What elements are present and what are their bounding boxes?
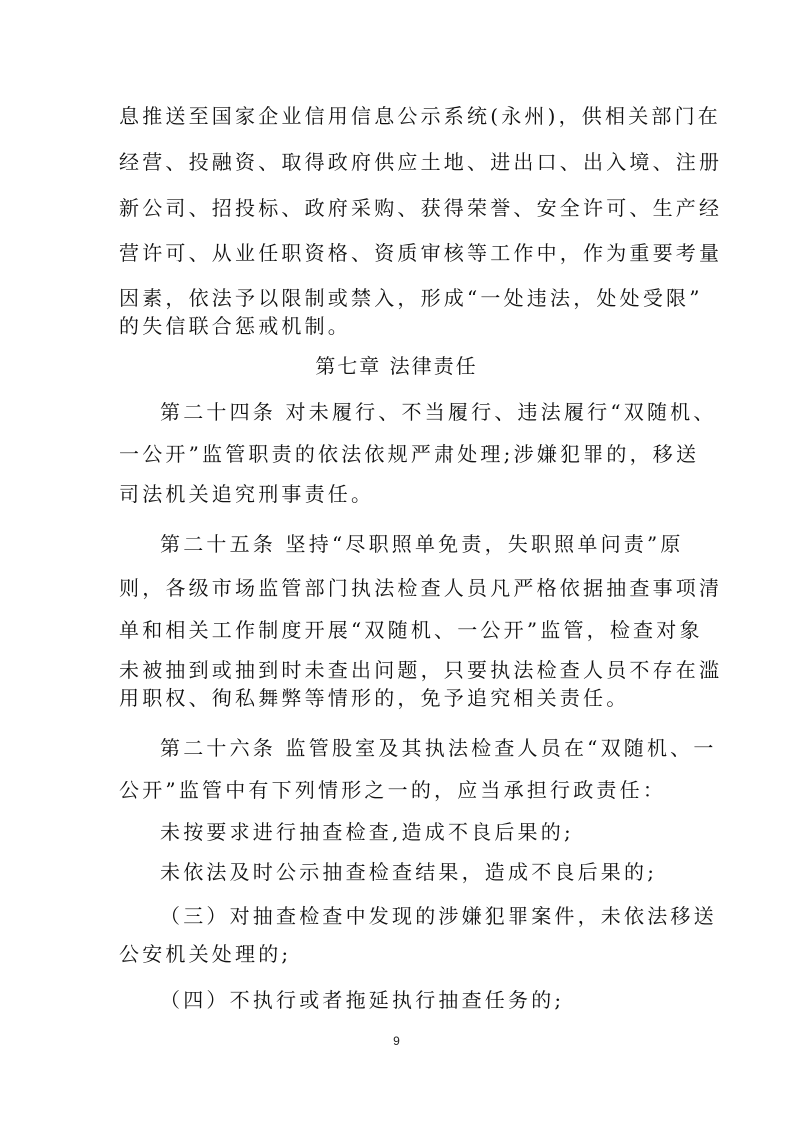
article-25-line: 第二十五条 坚持“尽职照单免责，失职照单问责”原 <box>160 532 684 556</box>
article-24-line: 第二十四条 对未履行、不当履行、违法履行“双随机、 <box>160 400 717 424</box>
article-25-line: 则，各级市场监管部门执法检查人员凡严格依据抽查事项清 <box>119 576 723 600</box>
article-26-line: 公开”监管中有下列情形之一的，应当承担行政责任： <box>119 778 667 802</box>
paragraph-line: 因素，依法予以限制或禁入，形成“一处违法，处处受限” <box>119 286 703 310</box>
article-26-item-1: 未按要求进行抽查检查,造成不良后果的; <box>160 820 574 844</box>
paragraph-line: 营许可、从业任职资格、资质审核等工作中，作为重要考量 <box>119 241 723 265</box>
article-24-line: 司法机关追究刑事责任。 <box>119 482 375 506</box>
article-26-item-4: （四）不执行或者拖延执行抽查任务的; <box>160 988 565 1012</box>
paragraph-line: 经营、投融资、取得政府供应土地、进出口、出入境、注册 <box>119 150 723 174</box>
article-24-line: 一公开”监管职责的依法依规严肃处理;涉嫌犯罪的，移送 <box>119 442 700 466</box>
page-number: 9 <box>393 1034 400 1048</box>
article-25-line: 未被抽到或抽到时未查出问题，只要执法检查人员不存在滥 <box>119 658 723 682</box>
article-26-item-3: （三）对抽查检查中发现的涉嫌犯罪案件，未依法移送 <box>160 904 717 928</box>
article-25-line: 用职权、徇私舞弊等情形的，免予追究相关责任。 <box>119 686 630 710</box>
article-26-item-2: 未依法及时公示抽查检查结果，造成不良后果的; <box>160 860 658 884</box>
article-26-item-3: 公安机关处理的; <box>119 942 292 966</box>
article-25-line: 单和相关工作制度开展“双随机、一公开”监管，检查对象 <box>119 618 703 642</box>
paragraph-line: 息推送至国家企业信用信息公示系统(永州)，供相关部门在 <box>119 104 722 128</box>
chapter-title: 第七章 法律责任 <box>315 354 478 378</box>
paragraph-line: 的失信联合惩戒机制。 <box>119 314 351 338</box>
paragraph-line: 新公司、招投标、政府采购、获得荣誉、安全许可、生产经 <box>119 196 723 220</box>
article-26-line: 第二十六条 监管股室及其执法检查人员在“双随机、一 <box>160 736 717 760</box>
